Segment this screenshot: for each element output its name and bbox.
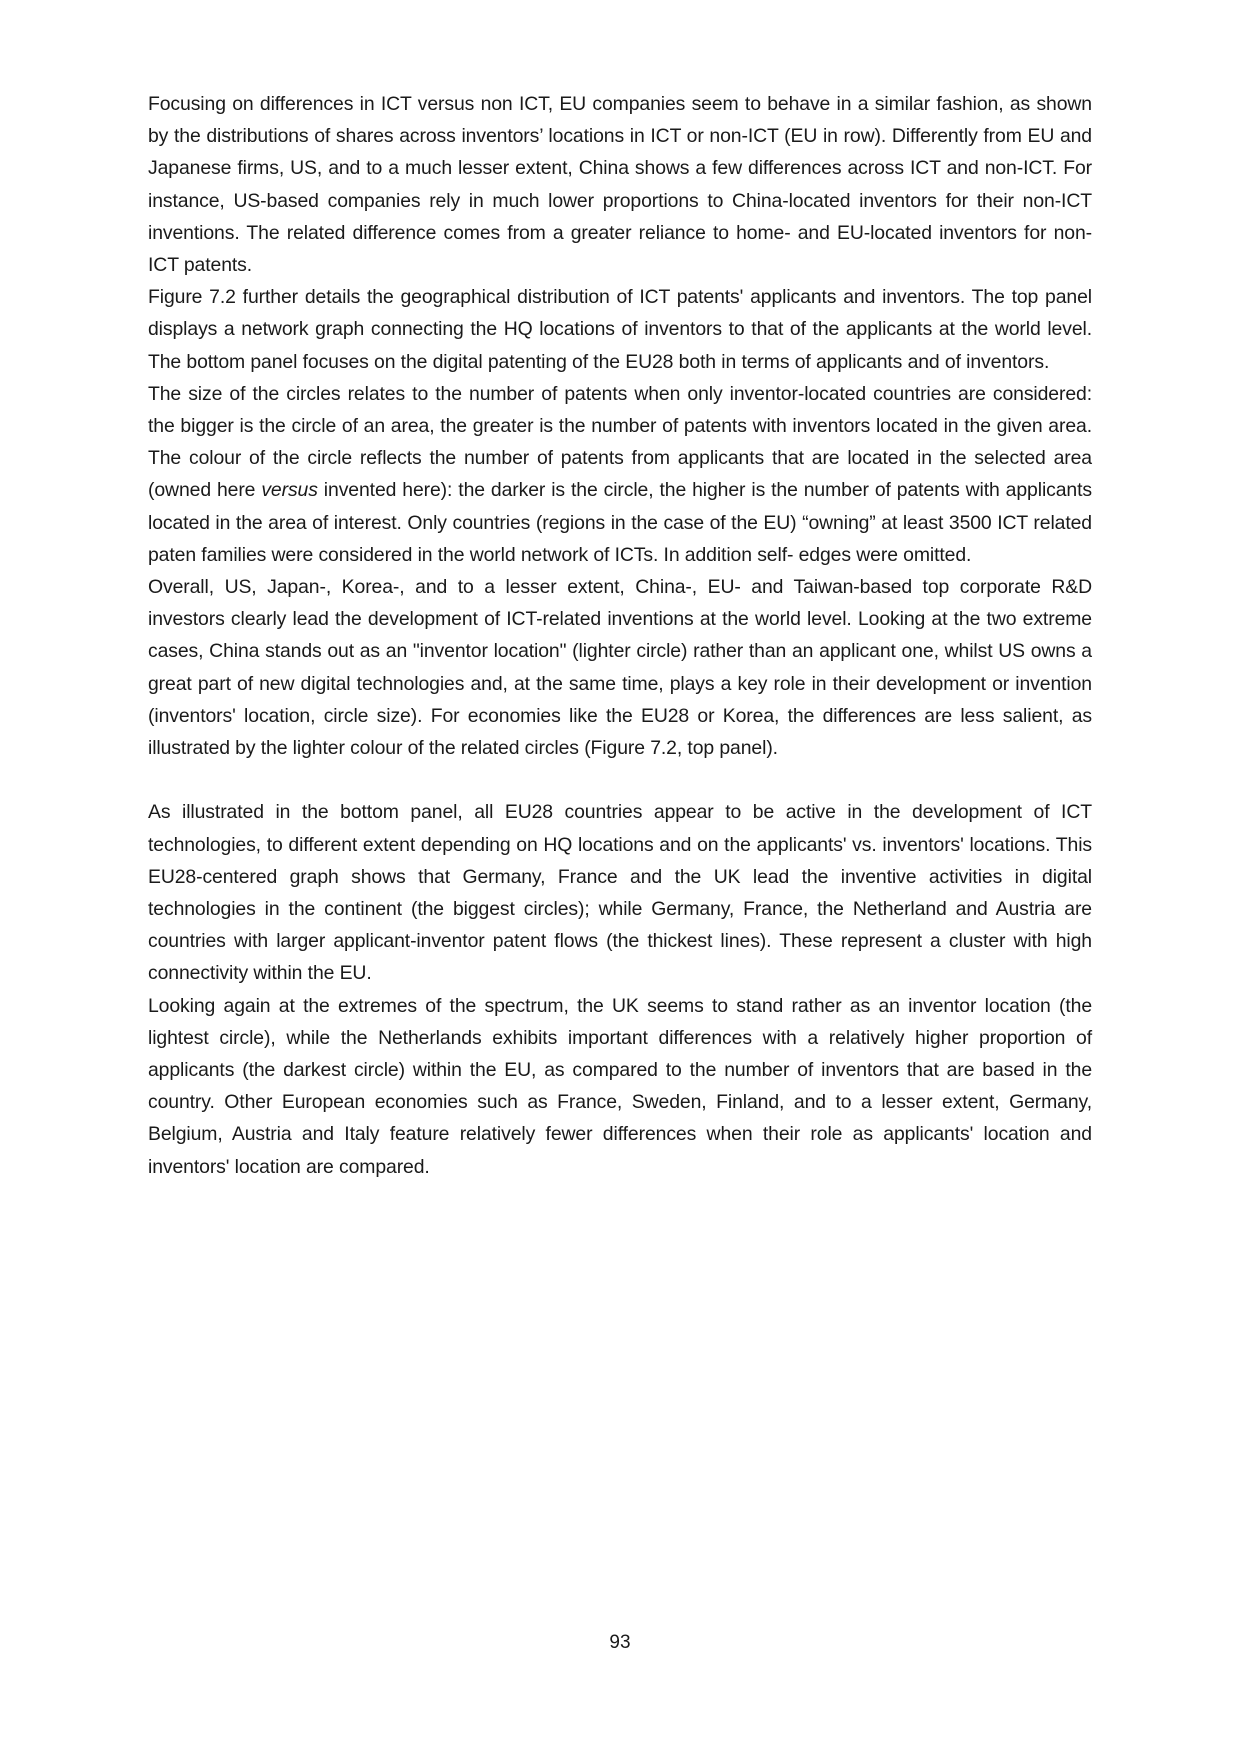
page-body xyxy=(148,88,1092,1183)
paragraph-world-level-leaders: Overall, US, Japan-, Korea-, and to a lesser extent, China-, EU- and Taiwan-based top corporate R&D investors clearly lead the development of ICT-related inventions at the world level. Looking at the two extreme cases, China stands out as an "inventor location" (lighter circle) rather than an applicant one, whilst US owns a great part of new digital technologies and, at the same time, plays a key role in their development or invention (inventors' location, circle size). For economies like the EU28 or Korea, the differences are less salient, as illustrated by the lighter colour of the related circles (Figure 7.2, top panel). xyxy=(148,576,1092,760)
paragraph-circle-size-explanation xyxy=(148,378,1092,571)
emphasis-versus: versus xyxy=(261,479,318,502)
paragraph-ict-vs-non-ict: Focusing on differences in ICT versus non ICT, EU companies seem to behave in a similar fashion, as shown by the distributions of shares across inventors’ locations in ICT or non-ICT (EU in row). Differently from EU and Japanese firms, US, and to a much lesser extent, China shows a few differences across ICT and non-ICT. For instance, US-based companies rely in much lower proportions to China-located inventors for their non-ICT inventions. The related difference comes from a greater reliance to home- and EU-located inventors for non-ICT patents. xyxy=(148,93,1092,277)
paragraph-eu28-bottom-panel: As illustrated in the bottom panel, all EU28 countries appear to be active in the development of ICT technologies, to different extent depending on HQ locations and on the applicants' vs. inventors' locations. This EU28-centered graph shows that Germany, France and the UK lead the inventive activities in digital technologies in the continent (the biggest circles); while Germany, France, the Netherland and Austria are countries with larger applicant-inventor patent flows (the thickest lines). These represent a cluster with high connectivity within the EU. xyxy=(148,801,1092,985)
paragraph-figure-7-2-intro: Figure 7.2 further details the geographical distribution of ICT patents' applicants and inventors. The top panel displays a network graph connecting the HQ locations of inventors to that of the applicants at the world level. The bottom panel focuses on the digital patenting of the EU28 both in terms of applicants and of inventors. xyxy=(148,286,1092,373)
circle-explanation-text-start: The size of the circles relates to the number of patents when only inventor-located countries are considered: the bigger is the circle of an area, the greater is the number of patents with inventors located in the given area. The colour of the circle reflects the number of patents from applicants that are located in the selected area (owned here xyxy=(148,382,1092,502)
page-number: 93 xyxy=(609,1632,631,1653)
circle-explanation-text-end: invented here): the darker is the circle, the higher is the number of patents with applicants located in the area of interest. Only countries (regions in the case of the EU) “owning” at least 3500 ICT related paten families were considered in the world network of ICTs. In addition self- edges were omitted. xyxy=(148,479,1092,566)
paragraph-extremes-of-spectrum: Looking again at the extremes of the spectrum, the UK seems to stand rather as an inventor location (the lightest circle), while the Netherlands exhibits important differences with a relatively higher proportion of applicants (the darkest circle) within the EU, as compared to the number of inventors that are based in the country. Other European economies such as France, Sweden, Finland, and to a lesser extent, Germany, Belgium, Austria and Italy feature relatively fewer differences when their role as applicants' location and inventors' location are compared. xyxy=(148,994,1092,1178)
